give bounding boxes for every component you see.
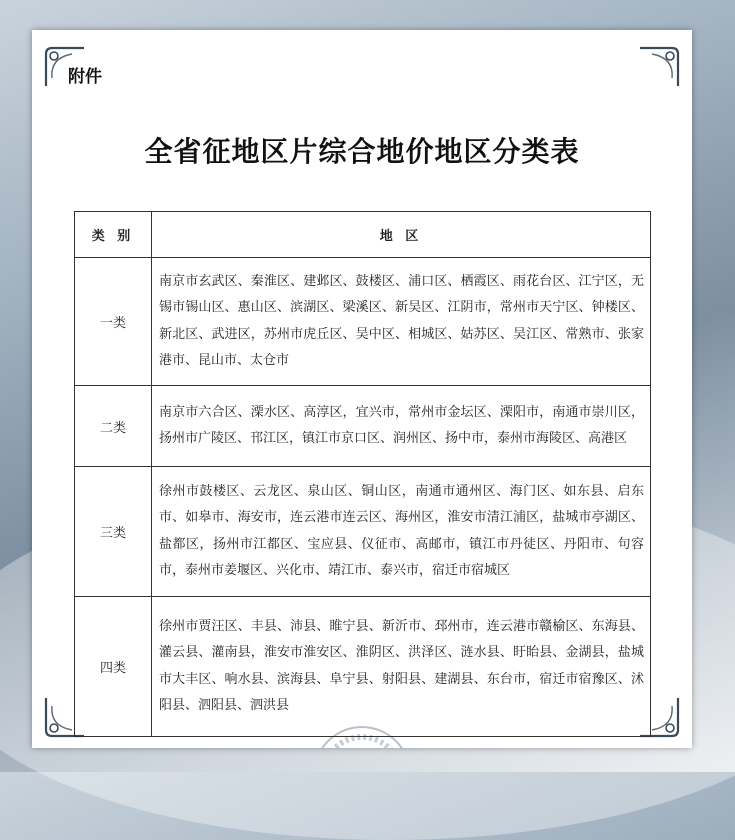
header-region: 地 区	[152, 212, 651, 258]
table-row	[75, 597, 651, 737]
corner-ornament-icon	[636, 44, 682, 90]
category-cell: 四类	[75, 597, 152, 737]
table-row	[75, 386, 651, 467]
page-title: 全省征地区片综合地价地区分类表	[144, 135, 580, 168]
category-cell: 二类	[75, 386, 152, 467]
table-header-row	[75, 212, 651, 258]
table-row	[75, 258, 651, 386]
header-category: 类 别	[75, 212, 152, 258]
regions-cell: 南京市六合区、溧水区、高淳区，宜兴市，常州市金坛区、溧阳市，南通市崇川区，扬州市广陵区、邗江区，镇江市京口区、润州区、扬中市，泰州市海陵区、高港区	[152, 386, 651, 467]
classification-table	[74, 211, 651, 737]
category-cell: 一类	[75, 258, 152, 386]
document-page	[32, 30, 692, 748]
regions-cell: 南京市玄武区、秦淮区、建邺区、鼓楼区、浦口区、栖霞区、雨花台区、江宁区，无锡市锡山区、惠山区、滨湖区、梁溪区、新吴区、江阴市，常州市天宁区、钟楼区、新北区、武进区，苏州市虎丘区、吴中区、相城区、姑苏区、吴江区、常熟市、张家港市、昆山市、太仓市	[152, 258, 651, 386]
attachment-label: 附件	[68, 67, 102, 87]
regions-cell: 徐州市贾汪区、丰县、沛县、睢宁县、新沂市、邳州市，连云港市赣榆区、东海县、灌云县、灌南县，淮安市淮安区、淮阴区、洪泽区、涟水县、盱眙县、金湖县，盐城市大丰区、响水县、滨海县、阜宁县、射阳县、建湖县、东台市，宿迁市宿豫区、沭阳县、泗阳县、泗洪县	[152, 597, 651, 737]
table-row	[75, 467, 651, 597]
regions-cell: 徐州市鼓楼区、云龙区、泉山区、铜山区，南通市通州区、海门区、如东县、启东市、如皋市、海安市，连云港市连云区、海州区，淮安市清江浦区，盐城市亭湖区、盐都区，扬州市江都区、宝应县、仪征市、高邮市，镇江市丹徒区、丹阳市、句容市，泰州市姜堰区、兴化市、靖江市、泰兴市，宿迁市宿城区	[152, 467, 651, 597]
category-cell: 三类	[75, 467, 152, 597]
